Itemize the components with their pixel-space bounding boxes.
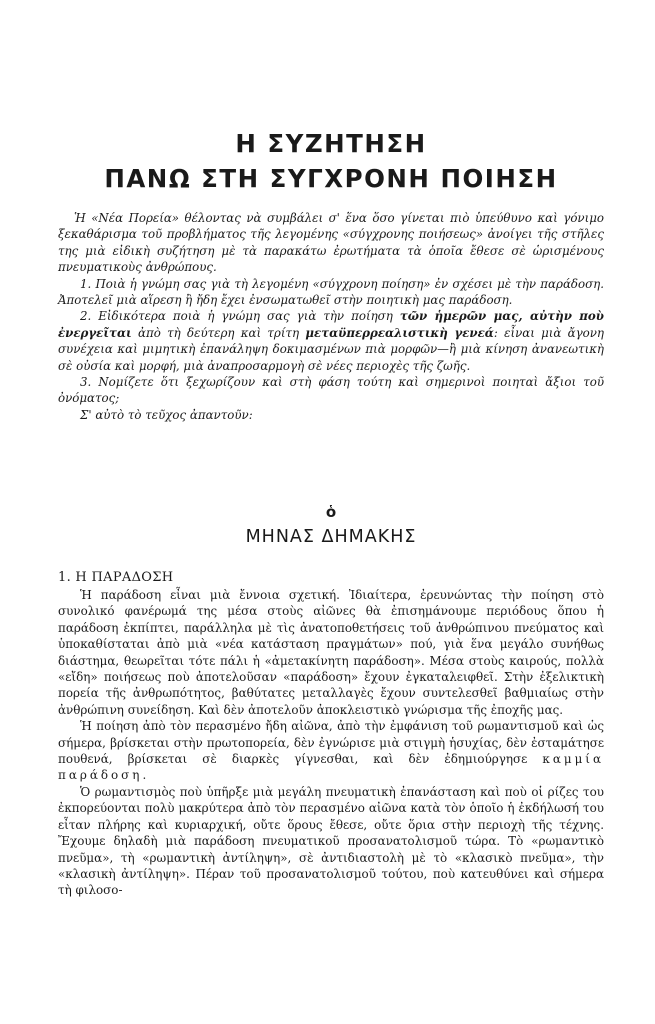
body-paragraph: Ἡ παράδοση εἶναι μιὰ ἔννοια σχετική. Ἰδιαίτερα, ἐρευνώντας τὴν ποίηση στὸ συνολικό φανέρωμά της μέσα στοὺς αἰῶνες θὰ ἐπισημάνουμε περιόδους ὅπου ἡ παράδοση ἐκπίπτει, παράλληλα μὲ τὶς ἀνατοποθετήσεις τοῦ ἀνθρώπινου πνεύματος καὶ ὑποκαθίσταται ἀπὸ μιὰ «νέα κατάσταση πραγμάτων» πού, γιὰ ἕνα μεγάλο συνήθως διάστημα, θεωρεῖται τότε πάλι ἡ «ἀμετακίνητη παράδοση». Μέσα στοὺς καιρούς, πολλὰ «εἴδη» ποιήσεως ποὺ ἀποτελοῦσαν «παράδοση» ἔχουν ἐγκαταλειφθεῖ. Στὴν ἐξελικτικὴ πορεία τῆς ἀνθρωπότητος, βαθύτατες μεταλλαγὲς ἔχουν συντελεσθεῖ βαθμιαίως στὴν ἀνθρώπινη συνείδηση. Καὶ δὲν ἀποτελοῦν ἀποκλειστικὸ γνώρισμα τῆς ἐποχῆς μας. xyxy=(58,588,604,717)
body-paragraph: Ὁ ρωμαντισμὸς ποὺ ὑπῆρξε μιὰ μεγάλη πνευματικὴ ἐπανάσταση καὶ ποὺ οἱ ρίζες του ἐκπορεύονται πολὺ μακρύτερα ἀπὸ τὸν περασμένο αἰῶνα κατὰ τὸν ὁποῖο ἡ ἐκδήλωσή του εἶταν πλήρης καὶ κυριαρχική, οὔτε ὅρους ἔθεσε, οὔτε ὅρια στὴν περιοχὴ τῆς τέχνης. Ἔχουμε δηλαδὴ μιὰ παράδοση πνευματικοῦ προσανατολισμοῦ τώρα. Τὸ «ρωμαντικὸ πνεῦμα», τὴ «ρωμαντικὴ ἀντίληψη», σὲ ἀντιδιαστολὴ μὲ τὸ «κλασικὸ πνεῦμα», τὴν «κλασικὴ ἀντίληψη». Πέραν τοῦ προσανατολισμοῦ τούτου, ποὺ κατευθύνει καὶ σήμερα τὴ φιλοσο- xyxy=(58,784,604,898)
question-3: 3. Νομίζετε ὅτι ξεχωρίζουν καὶ στὴ φάση τούτη καὶ σημερινοὶ ποιηταὶ ἄξιοι τοῦ ὀνόματος; xyxy=(58,375,604,406)
section-heading: 1. Η ΠΑΡΑΔΟΣΗ xyxy=(58,570,174,585)
page-title-line-1: Η ΣΥΖΗΤΗΣΗ xyxy=(235,129,427,158)
article-article-marker: ὁ xyxy=(325,503,337,521)
body-text-end: . xyxy=(142,768,147,783)
question-2-text-cont: ἀπὸ τὴ δεύτερη καὶ τρίτη xyxy=(131,325,306,340)
body-paragraph xyxy=(58,718,604,784)
question-2-emphasis-2: μεταϋπερρεαλιστικὴ γενεά xyxy=(305,325,494,340)
author-name: ΜΗΝΑΣ ΔΗΜΑΚΗΣ xyxy=(245,527,417,547)
question-2-emphasis: τῶν ἡμερῶν μας, αὐτὴν ποὺ ἐνεργεῖται xyxy=(58,309,604,340)
body-text: Ἡ ποίηση ἀπὸ τὸν περασμένο ἤδη αἰῶνα, ἀπὸ τὴν ἐμφάνιση τοῦ ρωμαντισμοῦ καὶ ὡς σήμερα, βρίσκεται στὴν πρωτοπορεία, δὲν ἐγνώρισε μιὰ στιγμὴ ἡσυχίας, δὲν ἐσταμάτησε πουθενά, βρίσκεται σὲ διαρκὲς γίγνεσθαι, καὶ δὲν ἐδημιούργησε xyxy=(58,719,604,767)
question-1: 1. Ποιὰ ἡ γνώμη σας γιὰ τὴ λεγομένη «σύγχρονη ποίηση» ἐν σχέσει μὲ τὴν παράδοση. Ἀποτελεῖ μιὰ αἵρεση ἢ ἤδη ἔχει ἐνσωματωθεῖ στὴν ποιητικὴ μας παράδοση. xyxy=(58,276,604,308)
question-2 xyxy=(58,308,604,374)
body-spaced-emphasis: καμμία παράδοση xyxy=(58,752,604,783)
page-title-line-2: ΠΑΝΩ ΣΤΗ ΣΥΓΧΡΟΝΗ ΠΟΙΗΣΗ xyxy=(104,164,558,193)
article-body xyxy=(58,587,604,899)
question-2-text-end: : εἶναι μιὰ ἄγονη συνέχεια καὶ μιμητικὴ ἐπανάληψη δοκιμασμένων πιὰ μορφῶν—ἢ μιὰ κίνηση ἀνανεωτικὴ σὲ οὐσία καὶ μορφή, μιὰ ἀναπροσαρμογὴ σὲ νέες περιοχὲς τῆς ζωῆς. xyxy=(58,325,605,373)
question-2-text: 2. Εἰδικότερα ποιὰ ἡ γνώμη σας γιὰ τὴν ποίηση xyxy=(80,309,400,324)
intro-paragraph: Ἡ «Νέα Πορεία» θέλοντας νὰ συμβάλει σ' ἕνα ὅσο γίνεται πιὸ ὑπεύθυνο καὶ γόνιμο ξεκαθάρισμα τοῦ προβλήματος τῆς λεγομένης «σύγχρονης ποιήσεως» ἀνοίγει τῆς στῆλες της μιὰ εἰδικὴ συζήτηση μὲ τὰ παρακάτω ἐρωτήματα τὰ ὁποῖα ἔθεσε σὲ ὡρισμένους πνευματικοὺς ἀνθρώπους. xyxy=(58,211,604,275)
editorial-intro xyxy=(58,210,604,423)
intro-closing: Σ' αὐτὸ τὸ τεῦχος ἀπαντοῦν: xyxy=(80,407,253,422)
